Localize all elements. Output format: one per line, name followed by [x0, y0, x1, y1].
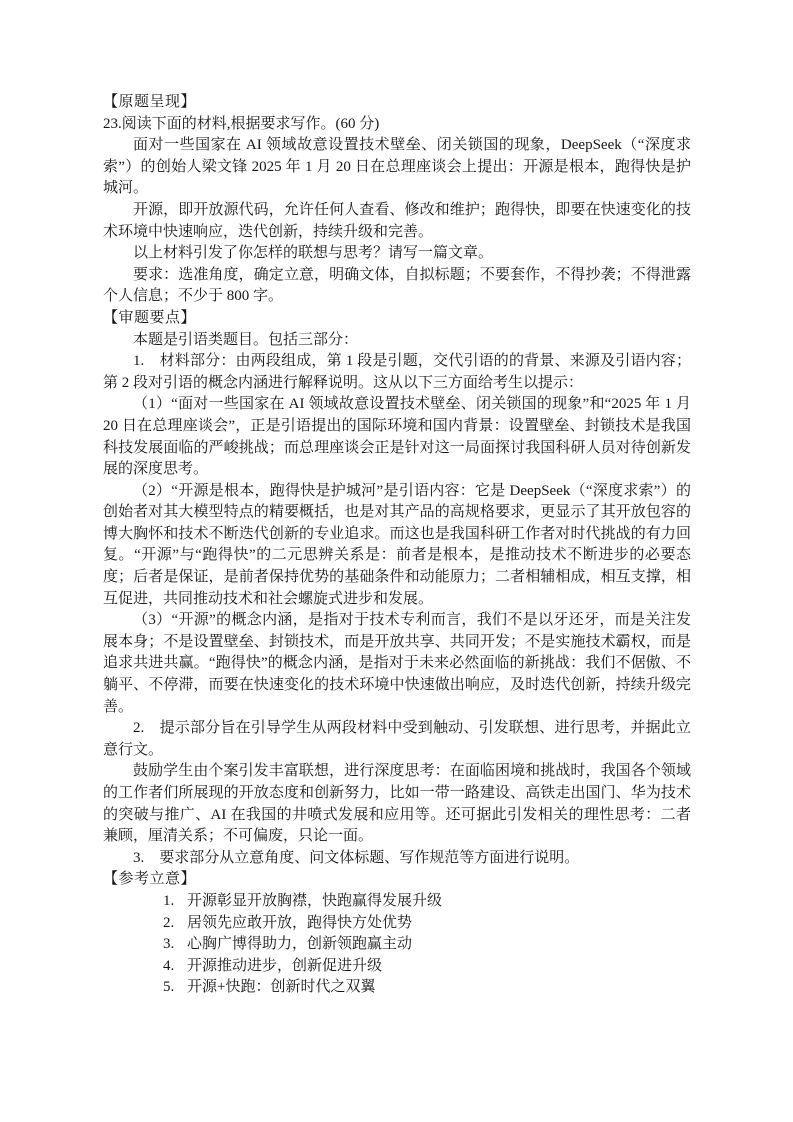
list-item-number: 5. — [163, 979, 175, 996]
list-item — [103, 913, 691, 935]
list-item-text: 开源推动进步，创新促进升级 — [187, 957, 383, 974]
paragraph: 以上材料引发了你怎样的联想与思考？请写一篇文章。 — [133, 245, 494, 262]
paragraph: 23.阅读下面的材料,根据要求写作。(60 分) — [103, 115, 380, 132]
list-item — [103, 956, 691, 978]
list-item-number: 4. — [163, 957, 175, 974]
list-item-number: 3. — [163, 936, 175, 953]
paragraph: 1. 材料部分：由两段组成，第 1 段是引题，交代引语的的背景、来源及引语内容；第 2 段对引语的概念内涵进行解释说明。这从以下三方面给考生以提示： — [103, 353, 691, 391]
paragraph: 3. 要求部分从立意角度、问文体标题、写作规范等方面进行说明。 — [133, 849, 580, 866]
list-item-number: 2. — [163, 914, 175, 931]
section-heading-original-question: 【原题呈现】 — [103, 94, 197, 110]
paragraph: （1）“面对一些国家在 AI 领域故意设置技术壁垒、闭关锁国的现象”和“2025 年 1 月 20 日在总理座谈会”，正是引语提出的国际环境和国内背景：设置壁垒、封锁技术是我国科技发展面临的严峻挑战；而总理座谈会正是针对这一局面探讨我国科研人员对待创新发展的深度思考。 — [103, 396, 691, 478]
list-item — [103, 891, 691, 913]
section-heading-reference-stances: 【参考立意】 — [103, 871, 197, 888]
list-item-text: 开源彰显开放胸襟，快跑赢得发展升级 — [187, 892, 443, 909]
list-item-text: 开源+快跑：创新时代之双翼 — [187, 979, 376, 996]
list-item-number: 1. — [163, 892, 175, 909]
paragraph: （2）“开源是根本，跑得快是护城河”是引语内容：它是 DeepSeek（“深度求索”）的创始者对其大模型特点的精要概括，也是对其产品的高规格要求，更显示了其开放包容的博大胸怀和技术不断迭代创新的专业追求。而这也是我国科研工作者对时代挑战的有力回复。“开源”与“跑得快”的二元思辨关系是：前者是根本，是推动技术不断进步的必要态度；后者是保证，是前者保持优势的基础条件和动能原力；二者相辅相成，相互支撑，相互促进，共同推动技术和社会螺旋式进步和发展。 — [103, 482, 691, 607]
list-item — [103, 934, 691, 956]
list-item-text: 居领先应敢开放，跑得快方处优势 — [187, 914, 413, 931]
paragraph: 本题是引语类题目。包括三部分： — [133, 331, 359, 348]
document-body — [103, 92, 691, 999]
section-heading-analysis-points: 【审题要点】 — [103, 309, 197, 326]
paragraph: （3）“开源”的概念内涵，是指对于技术专利而言，我们不是以牙还牙，而是关注发展本身；不是设置壁垒、封锁技术，而是开放共享、共同开发；不是实施技术霸权，而是追求共进共赢。“跑得快”的概念内涵，是指对于未来必然面临的新挑战：我们不倨傲、不躺平、不停滞，而要在快速变化的技术环境中快速做出响应，及时迭代创新，持续升级完善。 — [103, 612, 691, 715]
paragraph: 2. 提示部分旨在引导学生从两段材料中受到触动、引发联想、进行思考，并据此立意行文。 — [103, 720, 691, 758]
paragraph: 面对一些国家在 AI 领域故意设置技术壁垒、闭关锁国的现象，DeepSeek（“深度求索”）的创始人梁文锋 2025 年 1 月 20 日在总理座谈会上提出：开源是根本，跑得快是护城河。 — [103, 137, 691, 197]
list-item-text: 心胸广博得助力，创新领跑赢主动 — [187, 936, 413, 953]
paragraph: 开源，即开放源代码，允许任何人查看、修改和维护；跑得快，即要在快速变化的技术环境中快速响应，迭代创新，持续升级和完善。 — [103, 201, 691, 240]
list-item — [103, 977, 691, 999]
paragraph: 要求：选准角度，确定立意，明确文体，自拟标题；不要套作，不得抄袭；不得泄露个人信息；不少于 800 字。 — [103, 266, 691, 305]
paragraph: 鼓励学生由个案引发丰富联想，进行深度思考：在面临困境和挑战时，我国各个领域的工作者们所展现的开放态度和创新努力，比如一带一路建设、高铁走出国门、华为技术的突破与推广、AI 在我国的井喷式发展和应用等。还可据此引发相关的理性思考：二者兼顾，厘清关系；不可偏废，只论一面。 — [103, 763, 691, 845]
